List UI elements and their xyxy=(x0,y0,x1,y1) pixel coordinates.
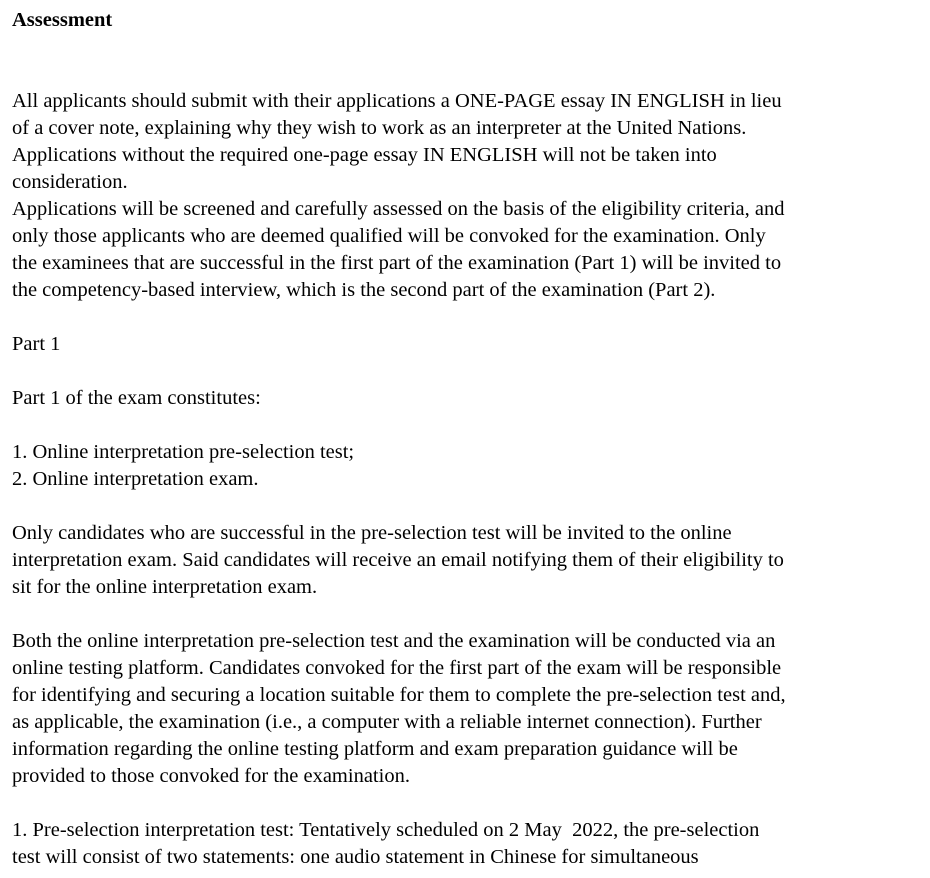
essay-requirement-line: Applications without the required one-page essay IN ENGLISH will not be taken into xyxy=(12,144,717,166)
platform-line: Both the online interpretation pre-selection test and the examination will be conducted via an xyxy=(12,630,776,652)
eligibility-line: interpretation exam. Said candidates will receive an email notifying them of their eligibility to xyxy=(12,549,784,571)
document-body xyxy=(12,7,924,871)
preselection-line: test will consist of two statements: one audio statement in Chinese for simultaneous xyxy=(12,846,699,868)
section-heading: Assessment xyxy=(12,9,113,31)
platform-line: online testing platform. Candidates convoked for the first part of the exam will be responsible xyxy=(12,657,782,679)
platform-line: as applicable, the examination (i.e., a computer with a reliable internet connection). Further xyxy=(12,711,762,733)
preselection-line: 1. Pre-selection interpretation test: Tentatively scheduled on 2 May 2022, the pre-selection xyxy=(12,819,760,841)
screening-line: the examinees that are successful in the first part of the examination (Part 1) will be invited to xyxy=(12,252,782,274)
platform-line: information regarding the online testing platform and exam preparation guidance will be xyxy=(12,738,738,760)
screening-line: the competency-based interview, which is the second part of the examination (Part 2). xyxy=(12,279,716,301)
eligibility-line: sit for the online interpretation exam. xyxy=(12,576,318,598)
part1-title: Part 1 xyxy=(12,333,61,355)
essay-requirement-line: consideration. xyxy=(12,171,128,193)
essay-requirement-line: of a cover note, explaining why they wish to work as an interpreter at the United Nations. xyxy=(12,117,747,139)
part1-intro: Part 1 of the exam constitutes: xyxy=(12,387,261,409)
list-item: 1. Online interpretation pre-selection test; xyxy=(12,441,355,463)
platform-line: provided to those convoked for the examination. xyxy=(12,765,410,787)
screening-line: Applications will be screened and carefully assessed on the basis of the eligibility criteria, and xyxy=(12,198,785,220)
platform-line: for identifying and securing a location suitable for them to complete the pre-selection test and, xyxy=(12,684,786,706)
essay-requirement-line: All applicants should submit with their applications a ONE-PAGE essay IN ENGLISH in lieu xyxy=(12,90,782,112)
list-item: 2. Online interpretation exam. xyxy=(12,468,259,490)
screening-line: only those applicants who are deemed qualified will be convoked for the examination. Only xyxy=(12,225,766,247)
eligibility-line: Only candidates who are successful in the pre-selection test will be invited to the online xyxy=(12,522,732,544)
